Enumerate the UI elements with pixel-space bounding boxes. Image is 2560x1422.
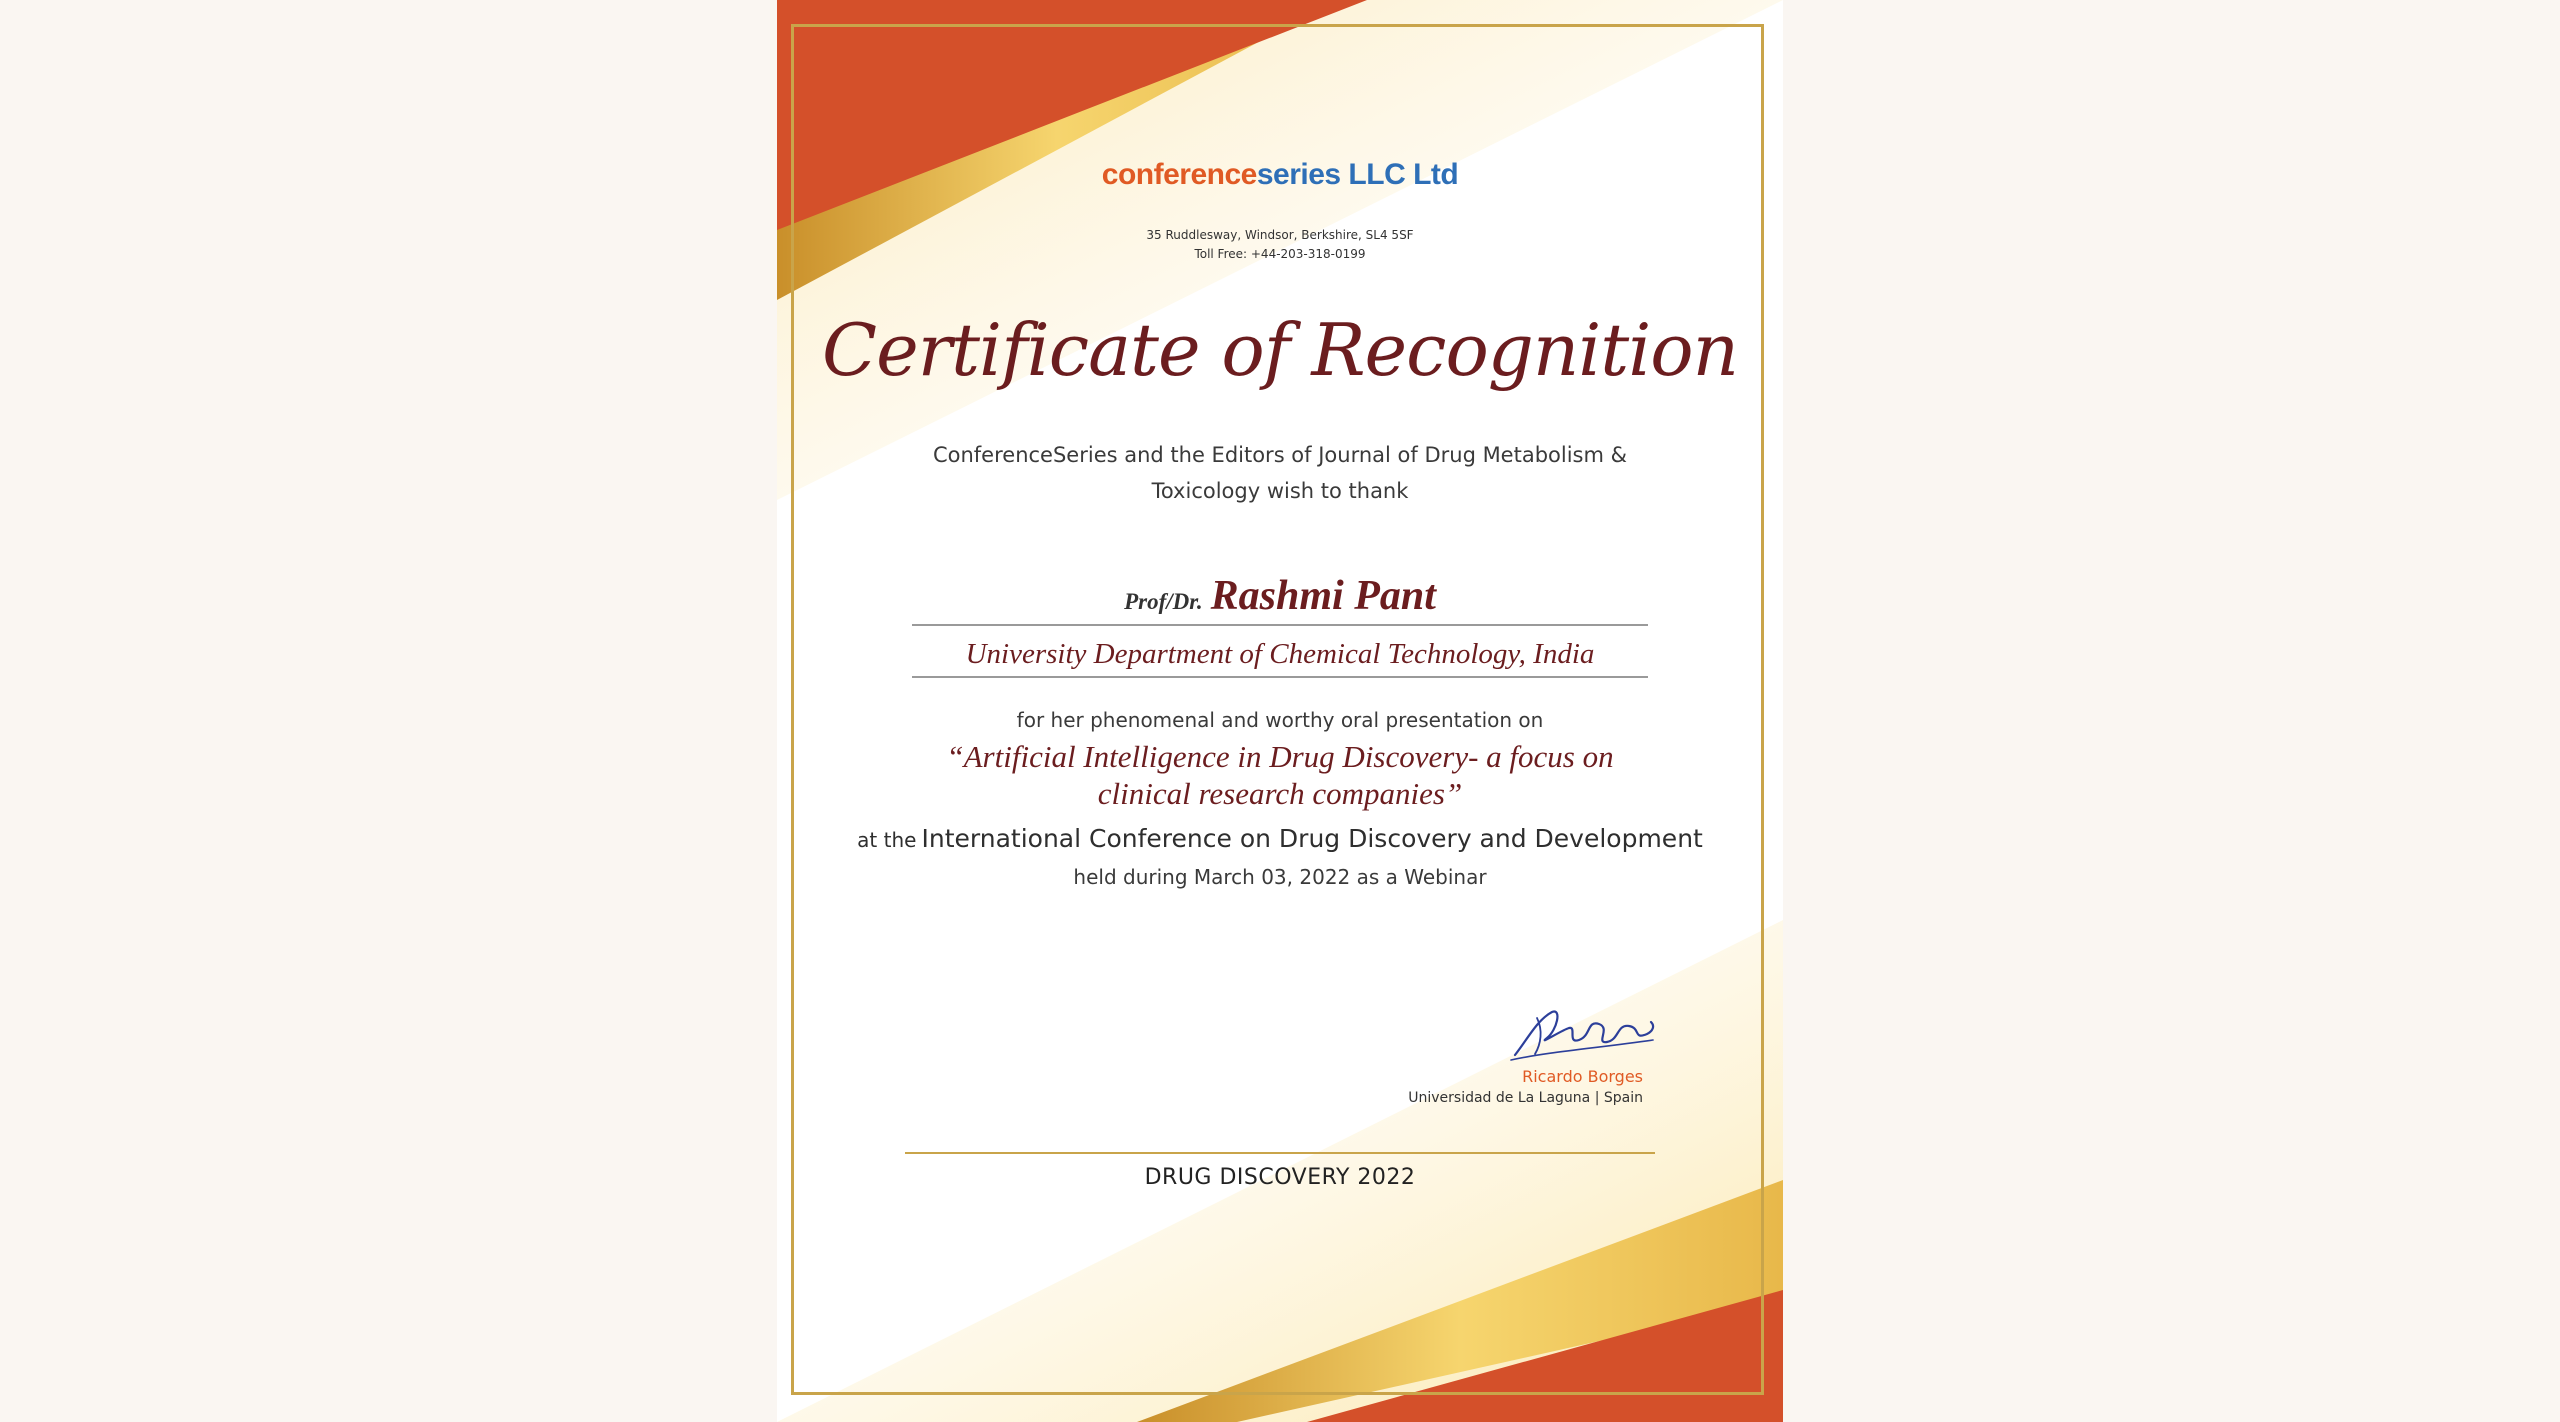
logo-part-conference: conference xyxy=(1101,158,1257,191)
conference-line xyxy=(777,824,1783,853)
logo-part-series: series LLC Ltd xyxy=(1256,158,1459,191)
handwritten-signature xyxy=(1507,1000,1657,1070)
certificate-intro: ConferenceSeries and the Editors of Journal of Drug Metabolism & Toxicology wish to thank xyxy=(932,443,1628,503)
certificate-title: Certificate of Recognition xyxy=(822,308,1738,392)
organizer-phone: Toll Free: +44-203-318-0199 xyxy=(1194,247,1366,261)
recipient-affiliation: University Department of Chemical Technology, India xyxy=(965,638,1595,670)
event-name: DRUG DISCOVERY 2022 xyxy=(1144,1165,1416,1190)
certificate-page xyxy=(777,0,1783,1422)
conference-date: held during March 03, 2022 as a Webinar xyxy=(1073,865,1487,889)
conference-at: at the xyxy=(857,828,917,852)
affiliation-underline xyxy=(912,676,1648,678)
presentation-topic: “Artificial Intelligence in Drug Discovery- a focus on clinical research companies” xyxy=(946,739,1614,811)
organizer-address: 35 Ruddlesway, Windsor, Berkshire, SL4 5SF xyxy=(1146,228,1414,242)
name-underline xyxy=(912,624,1648,626)
recipient-line xyxy=(777,572,1783,620)
footer-divider xyxy=(905,1152,1655,1154)
signatory-name: Ricardo Borges xyxy=(1522,1067,1643,1086)
recipient-name: Rashmi Pant xyxy=(1210,573,1436,619)
organizer-logo xyxy=(777,158,1783,192)
presentation-text: for her phenomenal and worthy oral presentation on xyxy=(1016,708,1544,732)
organizer-address-block xyxy=(777,226,1783,264)
conference-name: International Conference on Drug Discovery and Development xyxy=(921,824,1703,853)
recipient-prefix: Prof/Dr. xyxy=(1124,589,1203,614)
signatory-affiliation: Universidad de La Laguna | Spain xyxy=(1408,1090,1643,1106)
